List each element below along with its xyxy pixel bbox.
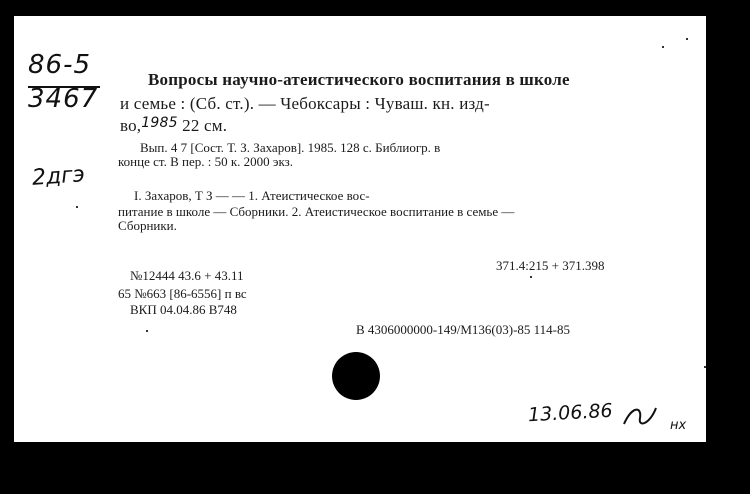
subject-line-3: Сборники. [118, 218, 177, 233]
title-bold: Вопросы научно-атеистического воспитания в школе [148, 70, 570, 89]
title-line-3 [120, 116, 227, 136]
handwritten-date: 13.06.86 [527, 399, 614, 427]
subject-line-2: питание в школе — Сборники. 2. Атеистическое воспитание в семье — [118, 204, 515, 219]
title-line-3-suffix: 22 см. [177, 116, 228, 135]
subject-line-1: I. Захаров, Т З — — 1. Атеистическое вос- [134, 188, 370, 203]
handwritten-year: 1985 [141, 115, 178, 131]
registry-line-3: ВКП 04.04.86 В748 [130, 302, 237, 317]
classification-index: 371.4:215 + 371.398 [496, 258, 605, 273]
scan-speck [704, 366, 706, 368]
title-line-2: и семье : (Сб. ст.). — Чебоксары : Чуваш. кн. изд- [120, 94, 490, 113]
title-line-3-prefix: во, [120, 116, 142, 135]
catalog-card [14, 16, 706, 442]
scan-speck [662, 46, 664, 48]
signature-mark [620, 402, 660, 432]
scan-speck [686, 38, 688, 40]
call-number-top: 86-5 [28, 50, 92, 80]
scan-speck [146, 330, 148, 332]
scan-speck [76, 206, 78, 208]
scan-speck [530, 276, 532, 278]
publishing-code: В 4306000000-149/М136(03)-85 114-85 [356, 322, 571, 337]
margin-handwritten-mark: 2дгэ [31, 162, 86, 191]
edition-line-2: конце ст. В пер. : 50 к. 2000 экз. [118, 154, 293, 169]
title-line-1 [148, 70, 570, 90]
handwritten-initials: нх [670, 418, 687, 433]
registry-line-1: №12444 43.6 + 43.11 [130, 268, 244, 283]
punch-hole [332, 352, 380, 400]
edition-line-1: Вып. 4 7 [Сост. Т. З. Захаров]. 1985. 128 с. Библиогр. в [140, 140, 441, 155]
call-number-bottom: 3467 [28, 84, 99, 114]
registry-line-2: 65 №663 [86-6556] п вс [118, 286, 247, 301]
